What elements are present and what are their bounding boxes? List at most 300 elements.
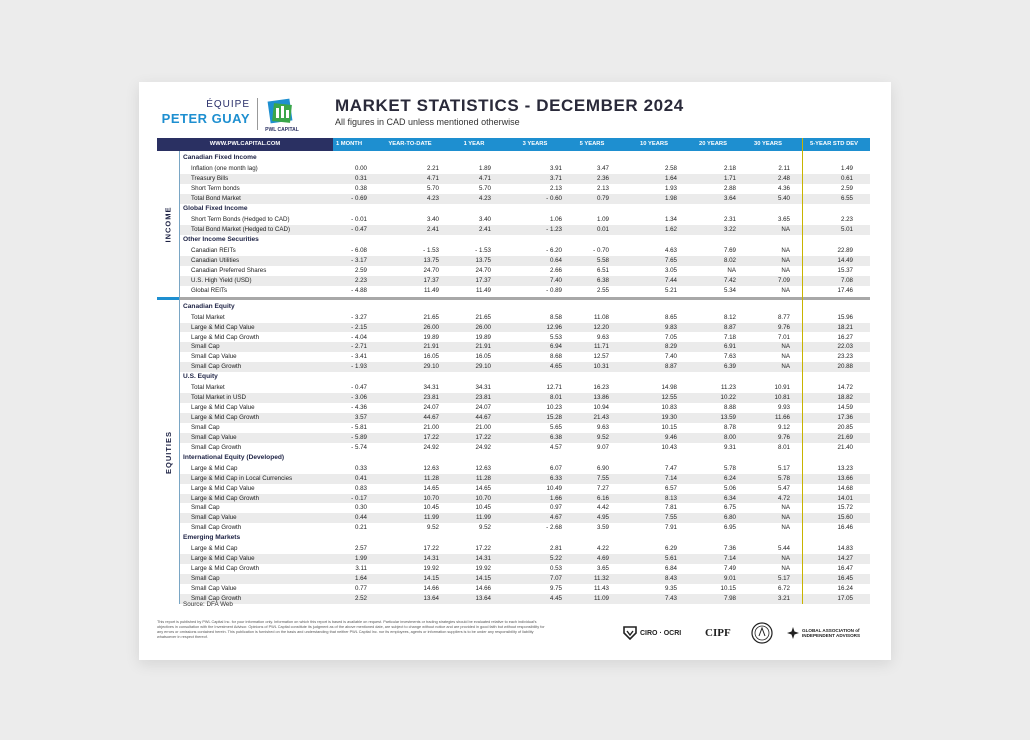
value-cell: 7.44 (664, 276, 677, 284)
value-cell: 5.47 (777, 484, 790, 492)
row-label: Total Bond Market (191, 194, 241, 202)
table-row (179, 194, 870, 204)
row-label: Short Term bonds (191, 185, 240, 192)
value-cell: 6.80 (723, 514, 736, 522)
table-row (179, 342, 870, 352)
value-cell: 10.15 (720, 584, 736, 592)
value-cell: 21.91 (475, 343, 491, 351)
value-cell: 17.46 (837, 286, 853, 294)
value-cell: 2.21 (426, 165, 439, 173)
value-cell: 1.71 (723, 175, 736, 183)
value-cell: 13.75 (475, 256, 491, 264)
value-cell: 1.98 (664, 194, 677, 202)
value-cell: 1.64 (664, 175, 677, 183)
value-cell: 14.65 (423, 484, 439, 492)
value-cell: 9.46 (664, 433, 677, 441)
table-row (179, 266, 870, 276)
value-cell: 17.05 (837, 594, 853, 602)
value-cell: 5.17 (777, 575, 790, 582)
value-cell: 5.06 (723, 484, 736, 492)
value-cell: 1.99 (354, 555, 367, 563)
value-cell: 4.23 (426, 194, 439, 202)
value-cell: 8.88 (723, 404, 736, 412)
value-cell: NA (781, 514, 790, 522)
value-cell: 2.66 (549, 266, 562, 274)
value-cell: 6.39 (723, 363, 736, 371)
value-cell: 7.55 (596, 474, 609, 482)
value-cell: 3.71 (549, 175, 562, 183)
value-cell: 13.64 (475, 594, 491, 602)
value-cell: 9.76 (777, 323, 790, 331)
report-sheet (139, 82, 891, 660)
value-cell: 17.22 (423, 433, 439, 441)
value-cell: 9.75 (549, 584, 562, 592)
value-cell: NA (781, 504, 790, 512)
table-row (179, 523, 870, 533)
row-label: Small Cap Value (191, 514, 237, 522)
value-cell: - 5.74 (351, 443, 367, 451)
value-cell: 3.21 (777, 594, 790, 602)
value-cell: 7.07 (549, 575, 562, 582)
value-cell: 12.63 (423, 464, 439, 472)
value-cell: 5.70 (426, 185, 439, 192)
ciro-shield-icon (623, 626, 637, 640)
seal-logo (751, 622, 773, 644)
row-label: Small Cap Value (191, 433, 237, 441)
band-divider (157, 297, 870, 300)
value-cell: 0.00 (354, 165, 367, 173)
row-label: Small Cap Growth (191, 594, 242, 602)
value-cell: 26.00 (475, 323, 491, 331)
value-cell: 23.81 (475, 394, 491, 402)
row-label: Large & Mid Cap Value (191, 323, 255, 331)
value-cell: 10.94 (593, 404, 609, 412)
value-cell: 10.91 (774, 384, 790, 392)
value-cell: NA (781, 266, 790, 274)
value-cell: 7.14 (664, 474, 677, 482)
value-cell: - 3.06 (351, 394, 367, 402)
value-cell: 7.27 (596, 484, 609, 492)
team-prefix: ÉQUIPE (206, 99, 250, 110)
value-cell: 4.67 (549, 514, 562, 522)
value-cell: 6.57 (664, 484, 677, 492)
value-cell: 7.47 (664, 464, 677, 472)
table-row (179, 494, 870, 504)
value-cell: 9.63 (596, 423, 609, 431)
value-cell: 10.83 (661, 404, 677, 412)
row-label: Large & Mid Cap Growth (191, 565, 260, 573)
column-header: YEAR-TO-DATE (388, 141, 432, 147)
value-cell: 44.67 (475, 414, 491, 421)
cipf-logo: CIPF (705, 627, 731, 639)
value-cell: 6.55 (840, 194, 853, 202)
section-title: U.S. Equity (183, 373, 218, 381)
value-cell: 12.55 (661, 394, 677, 402)
value-cell: 3.11 (355, 565, 367, 573)
value-cell: 6.84 (664, 565, 677, 573)
value-cell: 6.07 (549, 464, 562, 472)
value-cell: 4.95 (596, 514, 609, 522)
value-cell: 6.38 (596, 276, 609, 284)
table-row (179, 474, 870, 484)
value-cell: 10.23 (546, 404, 562, 412)
row-label: Short Term Bonds (Hedged to CAD) (191, 216, 290, 223)
section-title: International Equity (Developed) (183, 453, 285, 461)
value-cell: - 2.71 (351, 343, 367, 351)
table-row (179, 256, 870, 266)
value-cell: 2.57 (354, 545, 367, 553)
value-cell: 8.77 (777, 313, 790, 321)
table-row (179, 246, 870, 256)
table-row (179, 513, 870, 523)
value-cell: 13.66 (837, 474, 853, 482)
value-cell: - 0.89 (546, 286, 562, 294)
value-cell: 5.17 (777, 464, 790, 472)
value-cell: 6.16 (596, 494, 609, 502)
table-row (179, 164, 870, 174)
section-title: Emerging Markets (183, 534, 241, 542)
value-cell: 5.65 (549, 423, 562, 431)
row-label: Small Cap Growth (191, 524, 242, 532)
column-header: 10 YEARS (640, 141, 668, 147)
value-cell: 3.47 (596, 165, 609, 173)
value-cell: 11.08 (593, 313, 609, 321)
table-row (179, 584, 870, 594)
row-label: Small Cap Growth (191, 363, 242, 371)
value-cell: 0.61 (840, 175, 853, 183)
value-cell: 2.59 (840, 185, 853, 192)
team-logo (155, 96, 325, 134)
table-row (179, 413, 870, 423)
value-cell: 0.33 (354, 464, 367, 472)
value-cell: - 3.27 (351, 313, 367, 321)
table-row (179, 594, 870, 604)
table-row (179, 443, 870, 453)
value-cell: 11.99 (475, 514, 491, 522)
value-cell: - 0.47 (351, 384, 367, 392)
value-cell: NA (781, 363, 790, 371)
value-cell: 0.97 (549, 504, 562, 512)
value-cell: NA (781, 555, 790, 563)
value-cell: 14.98 (661, 384, 677, 392)
value-cell: 15.37 (837, 266, 853, 274)
value-cell: 6.29 (664, 545, 677, 553)
value-cell: 2.55 (596, 286, 609, 294)
table-row (179, 403, 870, 413)
value-cell: 3.91 (549, 165, 562, 173)
value-cell: 7.18 (723, 333, 736, 341)
value-cell: 22.03 (837, 343, 853, 351)
value-cell: 9.35 (664, 584, 677, 592)
value-cell: 7.69 (723, 247, 736, 254)
disclaimer-text: This report is published by PWL Capital Inc. for your information only. Information on which this report is based is available on request. Particular investments or trading strategies should be evaluated relative to each individual's objectives in consultation with the Investment Advisor. Opinions of PWL Capital constitute its judgment as of the above mentioned date, are subject to change without notice and are provided in good faith but without responsibility for any errors or omissions contained herein. This publication is furnished on the basis and understanding that neither PWL Capital Inc. nor its employees, agents or information suppliers is to be under any responsibility of liability whatsoever in respect thereof. (157, 620, 545, 639)
value-cell: 1.49 (840, 165, 853, 173)
value-cell: 2.36 (596, 175, 609, 183)
value-cell: - 2.15 (351, 323, 367, 331)
value-cell: 14.66 (475, 584, 491, 592)
value-cell: 0.30 (354, 504, 367, 512)
value-cell: 24.92 (423, 443, 439, 451)
value-cell: 4.57 (549, 443, 562, 451)
value-cell: - 5.81 (351, 423, 367, 431)
value-cell: 9.93 (777, 404, 790, 412)
value-cell: 16.05 (475, 353, 491, 361)
value-cell: 6.38 (549, 433, 562, 441)
logo-separator (257, 98, 258, 130)
value-cell: 2.18 (723, 165, 736, 173)
value-cell: 9.07 (596, 443, 609, 451)
page-title: MARKET STATISTICS - DECEMBER 2024 (335, 96, 684, 115)
value-cell: NA (727, 266, 736, 274)
value-cell: 4.72 (777, 494, 790, 502)
value-cell: 2.52 (354, 594, 367, 602)
value-cell: 16.24 (837, 584, 853, 592)
value-cell: NA (781, 286, 790, 294)
ciro-logo: CIRO · OCRI (623, 622, 681, 644)
value-cell: 5.78 (723, 464, 736, 472)
value-cell: 29.10 (475, 363, 491, 371)
table-row (179, 333, 870, 343)
value-cell: 4.71 (426, 175, 439, 183)
value-cell: - 1.93 (351, 363, 367, 371)
value-cell: 13.64 (423, 594, 439, 602)
value-cell: 8.87 (664, 363, 677, 371)
value-cell: 5.44 (777, 545, 790, 553)
value-cell: - 6.08 (351, 247, 367, 254)
value-cell: 6.51 (596, 266, 609, 274)
value-cell: 21.91 (423, 343, 439, 351)
value-cell: 2.41 (478, 225, 491, 233)
value-cell: 8.43 (664, 575, 677, 582)
value-cell: 19.89 (423, 333, 439, 341)
table-row (179, 503, 870, 513)
section-title: Other Income Securities (183, 235, 259, 243)
value-cell: 3.57 (354, 414, 367, 421)
value-cell: 20.88 (837, 363, 853, 371)
value-cell: 6.34 (723, 494, 736, 502)
row-label: Total Market (191, 313, 225, 321)
pwl-logo-icon (265, 96, 299, 134)
value-cell: 12.96 (546, 323, 562, 331)
value-cell: 7.81 (664, 504, 677, 512)
value-cell: NA (781, 343, 790, 351)
value-cell: 6.91 (723, 343, 736, 351)
value-cell: 17.22 (423, 545, 439, 553)
table-row (179, 276, 870, 286)
value-cell: 9.52 (426, 524, 439, 532)
value-cell: 23.23 (837, 353, 853, 361)
value-cell: 8.65 (664, 313, 677, 321)
value-cell: 19.92 (423, 565, 439, 573)
table-row (179, 393, 870, 403)
value-cell: - 5.89 (351, 433, 367, 441)
value-cell: 10.22 (720, 394, 736, 402)
value-cell: - 2.68 (546, 524, 562, 532)
source-note: Source: DFA Web (183, 601, 233, 608)
value-cell: 10.70 (423, 494, 439, 502)
table-row (179, 423, 870, 433)
value-cell: 2.58 (664, 165, 677, 173)
table-row (179, 484, 870, 494)
value-cell: 2.88 (723, 185, 736, 192)
value-cell: 8.78 (723, 423, 736, 431)
value-cell: 9.12 (777, 423, 790, 431)
value-cell: 10.45 (423, 504, 439, 512)
row-label: Large & Mid Cap (191, 545, 238, 553)
value-cell: 8.29 (664, 343, 677, 351)
value-cell: 18.82 (837, 394, 853, 402)
value-cell: - 1.23 (546, 225, 562, 233)
column-header: 5-YEAR STD DEV (810, 141, 858, 147)
value-cell: 0.79 (596, 194, 609, 202)
value-cell: 5.40 (777, 194, 790, 202)
value-cell: 1.93 (664, 185, 677, 192)
value-cell: 14.01 (837, 494, 853, 502)
value-cell: NA (781, 524, 790, 532)
column-header: 1 YEAR (463, 141, 485, 147)
value-cell: 15.28 (546, 414, 562, 421)
table-row (179, 564, 870, 574)
seal-icon (751, 622, 773, 644)
table-row (179, 362, 870, 372)
website-link[interactable]: WWW.PWLCAPITAL.COM (157, 138, 333, 151)
value-cell: 7.91 (664, 524, 677, 532)
value-cell: 16.27 (837, 333, 853, 341)
value-cell: 2.41 (426, 225, 439, 233)
value-cell: - 4.88 (351, 286, 367, 294)
value-cell: 7.63 (723, 353, 736, 361)
value-cell: 9.52 (596, 433, 609, 441)
value-cell: 3.65 (777, 216, 790, 223)
table-row (179, 323, 870, 333)
value-cell: 19.89 (475, 333, 491, 341)
value-cell: 16.05 (423, 353, 439, 361)
value-cell: 17.22 (475, 545, 491, 553)
value-cell: 7.09 (777, 276, 790, 284)
value-cell: 26.00 (423, 323, 439, 331)
row-label: Large & Mid Cap Growth (191, 494, 260, 502)
value-cell: 3.40 (478, 216, 491, 223)
value-cell: 9.52 (478, 524, 491, 532)
value-cell: - 6.20 (546, 247, 562, 254)
column-header: 3 YEARS (522, 141, 548, 147)
value-cell: 13.59 (720, 414, 736, 421)
page-subtitle: All figures in CAD unless mentioned otherwise (335, 117, 520, 127)
table-header (157, 138, 870, 151)
value-cell: 5.34 (723, 286, 736, 294)
value-cell: 8.02 (723, 256, 736, 264)
band-label: EQUITIES (163, 431, 173, 475)
value-cell: 21.00 (423, 423, 439, 431)
value-cell: 21.65 (423, 313, 439, 321)
value-cell: 14.68 (837, 484, 853, 492)
row-label: Small Cap (191, 343, 220, 351)
value-cell: 2.23 (840, 216, 853, 223)
table-row (179, 215, 870, 225)
value-cell: 7.01 (777, 333, 790, 341)
value-cell: 14.15 (423, 575, 439, 582)
brand-name: PWL CAPITAL (265, 127, 299, 133)
value-cell: 24.70 (475, 266, 491, 274)
value-cell: 24.92 (475, 443, 491, 451)
table-row (179, 544, 870, 554)
value-cell: - 4.04 (351, 333, 367, 341)
value-cell: 34.31 (475, 384, 491, 392)
value-cell: 2.59 (354, 266, 367, 274)
table-row (179, 433, 870, 443)
value-cell: 2.23 (354, 276, 367, 284)
value-cell: 0.31 (354, 175, 367, 183)
value-cell: - 0.69 (351, 194, 367, 202)
row-label: Total Market (191, 384, 225, 392)
value-cell: 24.70 (423, 266, 439, 274)
value-cell: 15.96 (837, 313, 853, 321)
value-cell: 4.42 (596, 504, 609, 512)
table-row (179, 464, 870, 474)
value-cell: 21.65 (475, 313, 491, 321)
value-cell: 0.41 (354, 474, 367, 482)
value-cell: 16.47 (837, 565, 853, 573)
row-label: Small Cap (191, 423, 220, 431)
section-title: Global Fixed Income (183, 204, 248, 212)
value-cell: 7.98 (723, 594, 736, 602)
table-row (179, 184, 870, 194)
value-cell: 4.23 (478, 194, 491, 202)
value-cell: 2.13 (596, 185, 609, 192)
column-header: 30 YEARS (754, 141, 782, 147)
value-cell: 5.78 (777, 474, 790, 482)
value-cell: 1.62 (664, 225, 677, 233)
value-cell: 14.83 (837, 545, 853, 553)
value-cell: 5.53 (549, 333, 562, 341)
std-dev-separator (802, 138, 803, 604)
value-cell: 17.37 (475, 276, 491, 284)
column-header: 1 MONTH (335, 141, 363, 147)
column-header: 5 YEARS (579, 141, 605, 147)
row-label: U.S. High Yield (USD) (191, 276, 252, 284)
value-cell: 44.67 (423, 414, 439, 421)
value-cell: 10.31 (593, 363, 609, 371)
value-cell: 7.40 (549, 276, 562, 284)
value-cell: 14.72 (837, 384, 853, 392)
value-cell: 3.40 (426, 216, 439, 223)
value-cell: 4.22 (596, 545, 609, 553)
value-cell: 9.76 (777, 433, 790, 441)
value-cell: 6.95 (723, 524, 736, 532)
value-cell: 9.83 (664, 323, 677, 331)
value-cell: 14.59 (837, 404, 853, 412)
value-cell: 5.61 (664, 555, 677, 563)
value-cell: 3.59 (596, 524, 609, 532)
value-cell: 15.60 (837, 514, 853, 522)
table-row (179, 225, 870, 235)
value-cell: 13.23 (837, 464, 853, 472)
value-cell: 8.87 (723, 323, 736, 331)
band-label: INCOME (163, 206, 173, 243)
row-label: Small Cap Growth (191, 443, 242, 451)
value-cell: 17.37 (423, 276, 439, 284)
value-cell: 10.70 (475, 494, 491, 502)
value-cell: 10.45 (475, 504, 491, 512)
value-cell: 16.45 (837, 575, 853, 582)
value-cell: 19.30 (661, 414, 677, 421)
value-cell: 5.22 (549, 555, 562, 563)
table-row (179, 352, 870, 362)
value-cell: 0.53 (549, 565, 562, 573)
value-cell: 8.01 (549, 394, 562, 402)
value-cell: 6.90 (596, 464, 609, 472)
row-label: Small Cap Value (191, 584, 237, 592)
